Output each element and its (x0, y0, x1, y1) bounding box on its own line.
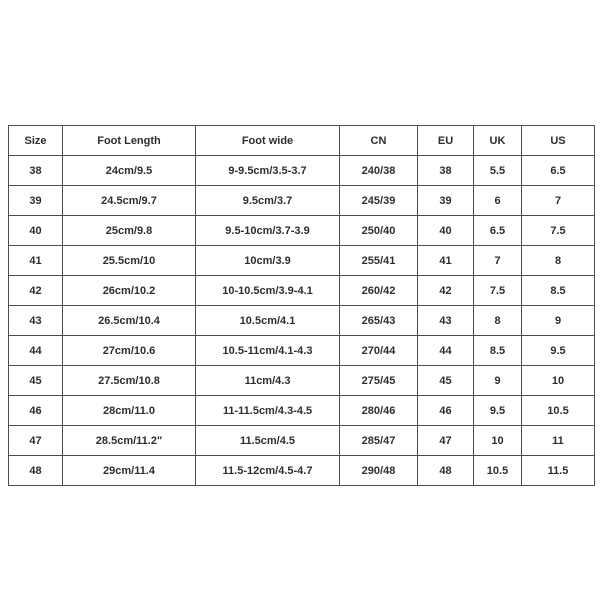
table-cell-foot-wide: 10cm/3.9 (196, 246, 340, 276)
table-row (9, 246, 595, 276)
table-cell-us: 8.5 (522, 276, 595, 306)
table-cell-size: 39 (9, 186, 63, 216)
table-cell-foot-wide: 9.5cm/3.7 (196, 186, 340, 216)
table-row (9, 186, 595, 216)
table-cell-cn: 290/48 (340, 456, 418, 486)
table-cell-us: 11 (522, 426, 595, 456)
table-row (9, 156, 595, 186)
table-cell-uk: 8.5 (474, 336, 522, 366)
table-cell-cn: 280/46 (340, 396, 418, 426)
table-cell-eu: 44 (418, 336, 474, 366)
table-cell-uk: 10 (474, 426, 522, 456)
header-cell-eu: EU (418, 126, 474, 156)
table-cell-uk: 10.5 (474, 456, 522, 486)
table-cell-size: 44 (9, 336, 63, 366)
table-cell-foot-length: 27.5cm/10.8 (63, 366, 196, 396)
table-cell-size: 41 (9, 246, 63, 276)
table-cell-foot-wide: 11.5-12cm/4.5-4.7 (196, 456, 340, 486)
table-row (9, 426, 595, 456)
table-cell-us: 8 (522, 246, 595, 276)
table-cell-us: 9 (522, 306, 595, 336)
header-cell-us: US (522, 126, 595, 156)
table-cell-uk: 7.5 (474, 276, 522, 306)
table-cell-foot-length: 24cm/9.5 (63, 156, 196, 186)
header-row (9, 126, 595, 156)
table-cell-eu: 46 (418, 396, 474, 426)
table-cell-us: 11.5 (522, 456, 595, 486)
table-cell-size: 42 (9, 276, 63, 306)
table-cell-cn: 250/40 (340, 216, 418, 246)
table-cell-cn: 270/44 (340, 336, 418, 366)
table-cell-uk: 8 (474, 306, 522, 336)
table-row (9, 216, 595, 246)
table-cell-foot-wide: 9.5-10cm/3.7-3.9 (196, 216, 340, 246)
table-cell-us: 10 (522, 366, 595, 396)
size-chart-table (8, 125, 595, 486)
header-cell-cn: CN (340, 126, 418, 156)
table-cell-foot-length: 28cm/11.0 (63, 396, 196, 426)
table-cell-eu: 39 (418, 186, 474, 216)
table-cell-foot-length: 29cm/11.4 (63, 456, 196, 486)
table-cell-foot-wide: 10.5-11cm/4.1-4.3 (196, 336, 340, 366)
table-cell-uk: 6.5 (474, 216, 522, 246)
table-cell-uk: 9.5 (474, 396, 522, 426)
table-row (9, 276, 595, 306)
table-cell-size: 47 (9, 426, 63, 456)
header-cell-foot-length: Foot Length (63, 126, 196, 156)
table-row (9, 336, 595, 366)
table-cell-cn: 285/47 (340, 426, 418, 456)
table-cell-eu: 48 (418, 456, 474, 486)
table-cell-cn: 260/42 (340, 276, 418, 306)
table-cell-eu: 38 (418, 156, 474, 186)
table-cell-foot-wide: 9-9.5cm/3.5-3.7 (196, 156, 340, 186)
table-cell-cn: 275/45 (340, 366, 418, 396)
table-cell-foot-wide: 10-10.5cm/3.9-4.1 (196, 276, 340, 306)
table-cell-size: 45 (9, 366, 63, 396)
table-row (9, 306, 595, 336)
table-cell-size: 40 (9, 216, 63, 246)
table-cell-size: 46 (9, 396, 63, 426)
table-cell-foot-length: 26.5cm/10.4 (63, 306, 196, 336)
table-cell-foot-wide: 11cm/4.3 (196, 366, 340, 396)
table-cell-foot-wide: 11-11.5cm/4.3-4.5 (196, 396, 340, 426)
table-cell-eu: 47 (418, 426, 474, 456)
header-cell-uk: UK (474, 126, 522, 156)
table-cell-us: 7 (522, 186, 595, 216)
table-cell-foot-length: 27cm/10.6 (63, 336, 196, 366)
table-cell-cn: 245/39 (340, 186, 418, 216)
table-cell-foot-length: 25cm/9.8 (63, 216, 196, 246)
table-cell-foot-length: 24.5cm/9.7 (63, 186, 196, 216)
table-cell-us: 6.5 (522, 156, 595, 186)
table-cell-uk: 6 (474, 186, 522, 216)
table-cell-us: 10.5 (522, 396, 595, 426)
table-cell-eu: 40 (418, 216, 474, 246)
table-cell-foot-wide: 10.5cm/4.1 (196, 306, 340, 336)
table-cell-uk: 7 (474, 246, 522, 276)
table-cell-foot-length: 26cm/10.2 (63, 276, 196, 306)
header-cell-size: Size (9, 126, 63, 156)
header-cell-foot-wide: Foot wide (196, 126, 340, 156)
table-cell-uk: 5.5 (474, 156, 522, 186)
table-cell-cn: 265/43 (340, 306, 418, 336)
table-cell-size: 48 (9, 456, 63, 486)
table-cell-size: 38 (9, 156, 63, 186)
table-cell-foot-length: 25.5cm/10 (63, 246, 196, 276)
table-cell-eu: 45 (418, 366, 474, 396)
table-cell-us: 7.5 (522, 216, 595, 246)
table-cell-eu: 43 (418, 306, 474, 336)
table-cell-size: 43 (9, 306, 63, 336)
size-chart-body (9, 156, 595, 486)
table-row (9, 366, 595, 396)
table-cell-cn: 240/38 (340, 156, 418, 186)
table-row (9, 456, 595, 486)
table-cell-uk: 9 (474, 366, 522, 396)
table-cell-eu: 41 (418, 246, 474, 276)
table-row (9, 396, 595, 426)
table-cell-eu: 42 (418, 276, 474, 306)
table-cell-cn: 255/41 (340, 246, 418, 276)
table-cell-foot-length: 28.5cm/11.2" (63, 426, 196, 456)
table-cell-us: 9.5 (522, 336, 595, 366)
table-cell-foot-wide: 11.5cm/4.5 (196, 426, 340, 456)
